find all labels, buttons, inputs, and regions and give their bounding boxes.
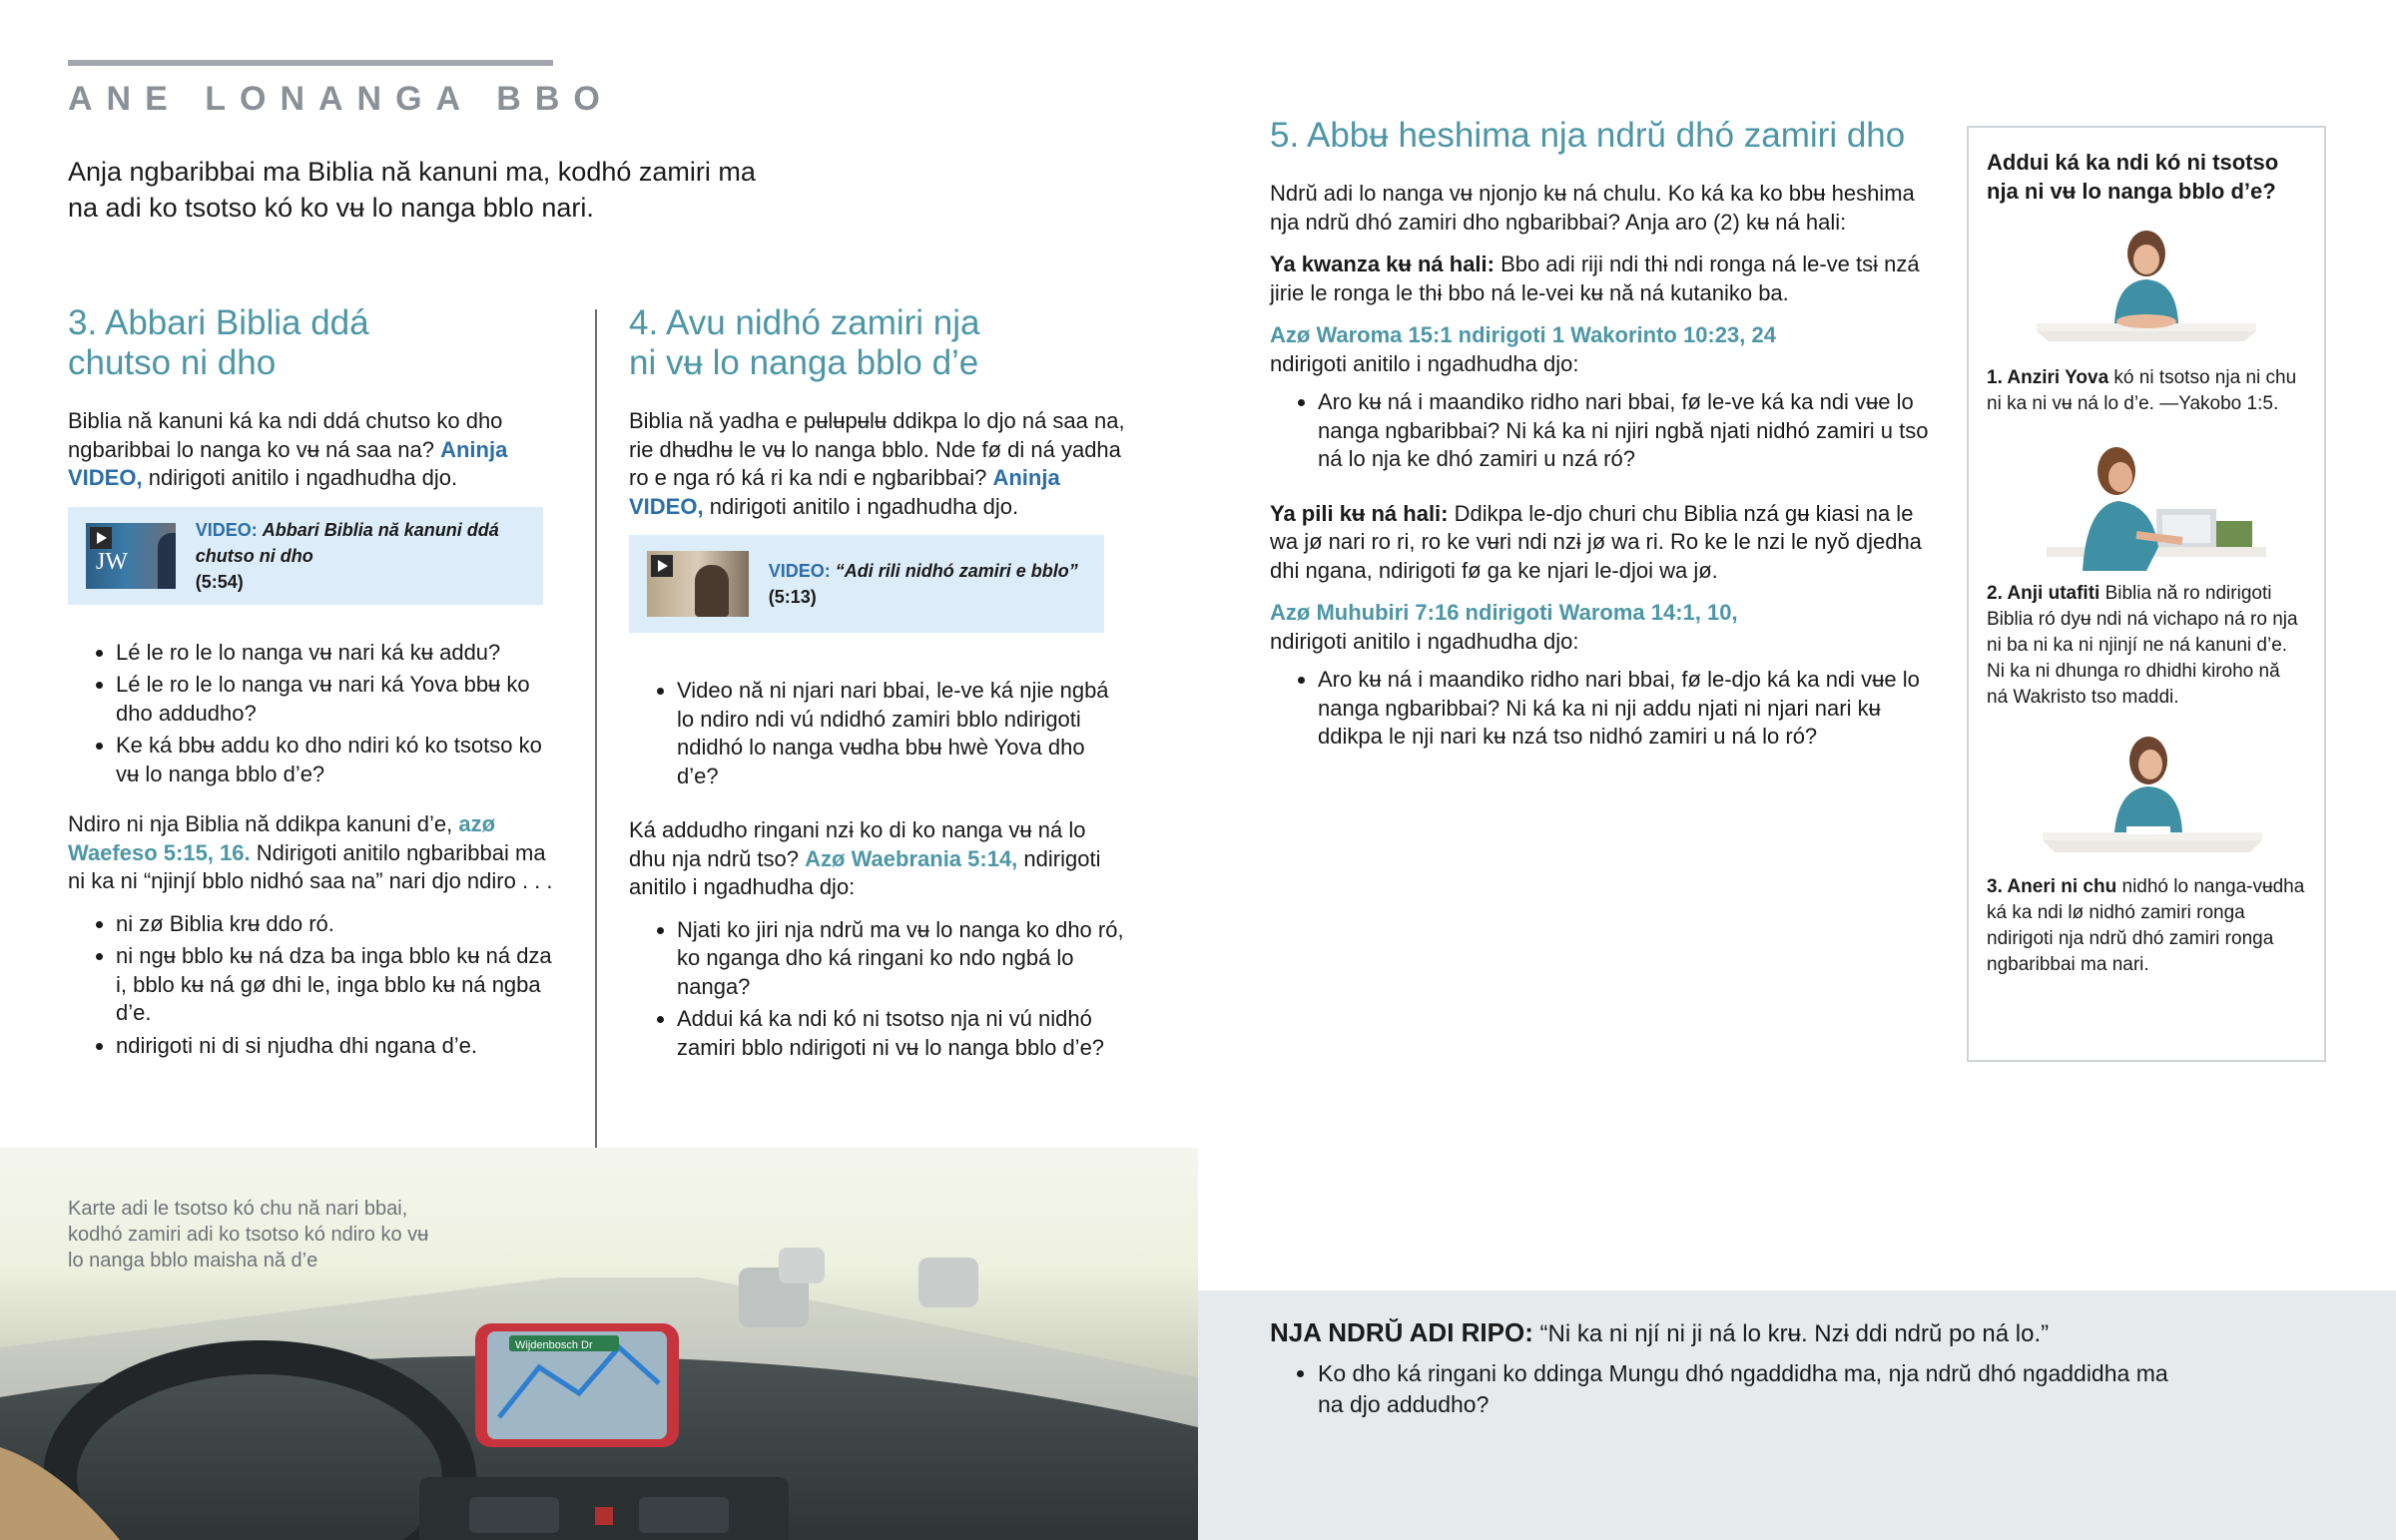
map-street-label: Wijdenbosch Dr	[515, 1339, 593, 1351]
praying-woman-svg	[1987, 220, 2306, 355]
photo-caption: Karte adi le tsotso kó chu nă nari bbai, kodhó zamiri adi ko tsotso kó ndiro ko vʉ lo nanga bblo maisha nă d’e	[68, 1198, 429, 1272]
section-3-paragraph-1	[68, 407, 567, 493]
list-item: • Addui ká ka ndi kó ni tsotso nja ni vú nidhó zamiri bblo ndirigoti ni vʉ lo nanga bblo d’e?	[677, 1005, 1128, 1062]
section-5-intro: Ndrŭ adi lo nanga vʉ njonjo kʉ ná chulu. Ko ká ka ko bbʉ heshima nja ndrŭ dhó zamiri dho ngbaribbai? Anja aro (2) kʉ ná hali:	[1270, 181, 1915, 235]
step-3-label: 3. Aneri ni chu	[1987, 876, 2117, 897]
video-title: Abbari Biblia nă kanuni ddá chutso ni dho	[195, 519, 499, 566]
section-3-questions	[68, 639, 567, 789]
reader-figure	[695, 565, 729, 617]
section-4-p2-tail: ndirigoti anitilo i ngadhudha djo:	[629, 845, 1101, 899]
section-3-p2-text: Ndiro ni nja Biblia nă ddikpa kanuni d’e,	[68, 811, 453, 836]
sidebar-step-2	[1987, 581, 2306, 711]
section-5-title: 5. Abbʉ heshima nja ndrŭ dhó zamiri dho	[1270, 116, 1906, 155]
video-duration: (5:13)	[768, 587, 817, 607]
video-card-1-text	[196, 517, 525, 595]
section-5	[1270, 116, 1937, 766]
hali-1-text: Bbo adi riji ndi thɨ ndi ronga ná le-ve tsɨ nzá jirie le ronga le thɨ bbo ná le-vei kʉ nă ná kutaniko ba.	[1270, 252, 1920, 305]
section-5-ref-2	[1270, 599, 1937, 656]
discussion-list	[1270, 1358, 2168, 1420]
thinking-woman-illustration	[1987, 729, 2306, 864]
step-3-text: nidhó lo nanga-vʉdha ká ka ndi lø nidhó zamiri ronga ndirigoti nja ndrŭ dhó zamiri ronga ngbaribbai ma nari.	[1987, 876, 2305, 975]
studying-woman-illustration	[1987, 435, 2306, 571]
list-item: • Ko dho ká ringani ko ddinga Mungu dhó ngaddidha ma, nja ndrŭ dhó ngaddidha ma na djo addudho?	[1318, 1358, 2168, 1420]
video-card-2-text	[769, 558, 1086, 610]
section-4-list-2	[629, 916, 1128, 1063]
step-1-label: 1. Anziri Yova	[1987, 367, 2109, 388]
section-5-hali-2	[1270, 500, 1937, 586]
step-2-label: 2. Anji utafiti	[1987, 583, 2100, 604]
video-duration: (5:54)	[195, 571, 244, 592]
header-rule	[68, 60, 553, 66]
column-divider	[595, 309, 597, 1148]
scripture-ref-ephesians[interactable]: azø Waefeso 5:15, 16.	[68, 811, 496, 865]
sidebar-step-1	[1987, 365, 2306, 417]
thinking-woman-svg	[1987, 729, 2306, 864]
list-item: • Lé le ro le lo nanga vʉ nari ká kʉ addu?	[116, 639, 567, 668]
discussion-box	[1198, 1290, 2396, 1540]
section-3-list-2	[68, 910, 567, 1061]
section-5-list-1	[1270, 388, 1937, 474]
section-4-paragraph-2	[629, 816, 1128, 902]
list-item: • ni ngʉ bblo kʉ ná dza ba inga bblo kʉ ná dza i, bblo kʉ ná gø dhi le, inga bblo kʉ ná ngba d’e.	[116, 942, 567, 1028]
intro-text: Anja ngbaribbai ma Biblia nă kanuni ma, kodhó zamiri ma na adi ko tsotso kó ko vʉ lo nanga bblo nari.	[68, 157, 756, 223]
section-kicker: ANE LONANGA BBO	[68, 80, 614, 118]
step-2-text: Biblia nă ro ndirigoti Biblia ró dyʉ ndi ná vichapo ná ro nja ni ba ni ka ni njinjí ne ná kanuni d’e. Ni ka ni dhunga ro dhidhi kiroho nă ná Wakristo tso maddi.	[1987, 583, 2298, 708]
section-4-paragraph-1	[629, 407, 1128, 521]
hali-2-label: Ya pili kʉ ná hali:	[1270, 500, 1449, 526]
sidebar-box	[1967, 126, 2326, 1062]
hali-2-text: Ddikpa le-djo churi chu Biblia nzá gʉ kiasi na le wa jø nari ro ri, ro ke vʉri ndi nzɨ jø wa ri. Ro ke le nzi le nyŏ djedha dhi ngana, ndirigoti fø ga ke njari le-djoi wa jø.	[1270, 500, 1922, 583]
section-4-title	[629, 303, 1128, 383]
watch-video-link[interactable]: Aninja VIDEO,	[68, 436, 508, 490]
scripture-ref-ecclesiastes-romans[interactable]: Azø Muhubiri 7:16 ndirigoti Waroma 14:1, 10,	[1270, 600, 1738, 625]
section-4-title-line1: 4. Avu nidhó zamiri nja	[629, 303, 980, 342]
scripture-ref-hebrews[interactable]: Azø Waebrania 5:14,	[805, 845, 1018, 871]
video-thumbnail	[86, 523, 176, 589]
sidebar-question: Addui ká ka ndi kó ni tsotso nja ni vʉ lo nanga bblo d’e?	[1987, 150, 2279, 204]
section-3-title-line1: 3. Abbari Biblia ddá	[68, 303, 369, 342]
video-label: VIDEO:	[195, 519, 258, 540]
jw-logo: JW	[96, 548, 128, 575]
studying-woman-svg	[1987, 435, 2306, 571]
objection-quote: “Ni ka ni njí ni ji ná lo krʉ. Nzɨ ddi ndrŭ po ná lo.”	[1539, 1320, 2050, 1347]
section-3-p2-tail: Ndirigoti anitilo ngbaribbai ma ni ka ni “njinjí bblo nidhó saa na” nari djo ndiro . . .	[68, 839, 553, 893]
section-4-p1-text: Biblia nă yadha e pʉlʉpʉlʉ ddikpa lo djo ná saa na, rie dhʉdhʉ le vʉ lo nanga bblo. Nde fø di ná yadha ro e nga ró ká ri ka ndi e ngbaribbai?	[629, 408, 1125, 490]
video-thumbnail	[647, 551, 749, 617]
section-4-list-1	[629, 677, 1128, 790]
video-title: “Adi rili nidhó zamiri e bblo”	[835, 561, 1078, 581]
objection-label: NJA NDRŬ ADI RIPO:	[1270, 1317, 1533, 1347]
speaker-figure	[158, 533, 176, 589]
section-3-p1-tail: ndirigoti anitilo i ngadhudha djo.	[148, 465, 458, 490]
ref-2-tail: ndirigoti anitilo i ngadhudha djo:	[1270, 628, 1579, 654]
praying-woman-illustration	[1987, 220, 2306, 355]
hali-1-label: Ya kwanza kʉ ná hali:	[1270, 252, 1495, 276]
list-item: • Video nă ni njari nari bbai, le-ve ká njie ngbá lo ndiro ndi vú ndidhó zamiri bblo ndirigoti ndidhó lo nanga vʉdha bbʉ hwè Yova dho d’e?	[677, 677, 1128, 790]
list-item: • ni zø Biblia krʉ ddo ró.	[116, 910, 567, 939]
video-card-2[interactable]	[629, 535, 1104, 633]
video-label: VIDEO:	[768, 561, 831, 581]
scripture-ref-romans-corinthians[interactable]: Azø Waroma 15:1 ndirigoti 1 Wakorinto 10:23, 24	[1270, 322, 1776, 347]
sidebar-step-3	[1987, 874, 2306, 978]
list-item: • Aro kʉ ná i maandiko ridho nari bbai, fø le-djo ká ka ndi vʉe lo nanga ngbaribbai? Ni ká ka ni nji addu njati ni njari nari kʉ ddikpa le nji nari kʉ nzá tso nidhó zamiri u ná lo ró?	[1318, 666, 1937, 752]
discussion-content	[1270, 1316, 2168, 1420]
section-4-title-line2: ni vʉ lo nanga bblo d’e	[629, 343, 979, 382]
list-item: • Njati ko jiri nja ndrŭ ma vʉ lo nanga ko dho ró, ko nganga dho ká ringani ko ndo ngbá lo nanga?	[677, 916, 1128, 1002]
watch-video-link[interactable]: Aninja VIDEO,	[629, 465, 1060, 519]
section-3	[68, 303, 567, 1074]
section-3-p1-text: Biblia nă kanuni ká ka ndi ddá chutso ko dho ngbaribbai lo nanga ko vʉ ná saa na?	[68, 408, 503, 462]
play-icon	[651, 555, 673, 577]
section-4-p2-text: Ká addudho ringani nzɨ ko di ko nanga vʉ ná lo dhu nja ndrŭ tso?	[629, 817, 1086, 871]
list-item: • Aro kʉ ná i maandiko ridho nari bbai, fø le-ve ká ka ndi vʉe lo nanga ngbaribbai? Ni ká ka ni njiri ngbă njati nidhó zamiri u tso ná lo nja ke dhó zamiri u nzá ró?	[1318, 388, 1937, 474]
section-3-paragraph-2	[68, 810, 567, 896]
play-icon	[90, 527, 112, 549]
list-item: • ndirigoti ni di si njudha dhi ngana d’e.	[116, 1032, 567, 1061]
video-card-1[interactable]	[68, 507, 543, 605]
section-3-title-line2: chutso ni dho	[68, 343, 277, 382]
step-1-text: kó ni tsotso nja ni chu ni ka ni vʉ ná lo d’e. —Yakobo 1:5.	[1987, 367, 2297, 414]
section-4-p1-tail: ndirigoti anitilo i ngadhudha djo.	[709, 493, 1019, 519]
section-5-list-2	[1270, 666, 1937, 752]
ref-1-tail: ndirigoti anitilo i ngadhudha djo:	[1270, 350, 1579, 376]
list-item: • Ke ká bbʉ addu ko dho ndiri kó ko tsotso ko vʉ lo nanga bblo d’e?	[116, 732, 567, 788]
section-3-title	[68, 303, 567, 383]
section-5-ref-1	[1270, 321, 1937, 378]
section-4	[629, 303, 1128, 1076]
list-item: • Lé le ro le lo nanga vʉ nari ká Yova bbʉ ko dho addudho?	[116, 671, 567, 728]
section-5-hali-1	[1270, 251, 1937, 307]
